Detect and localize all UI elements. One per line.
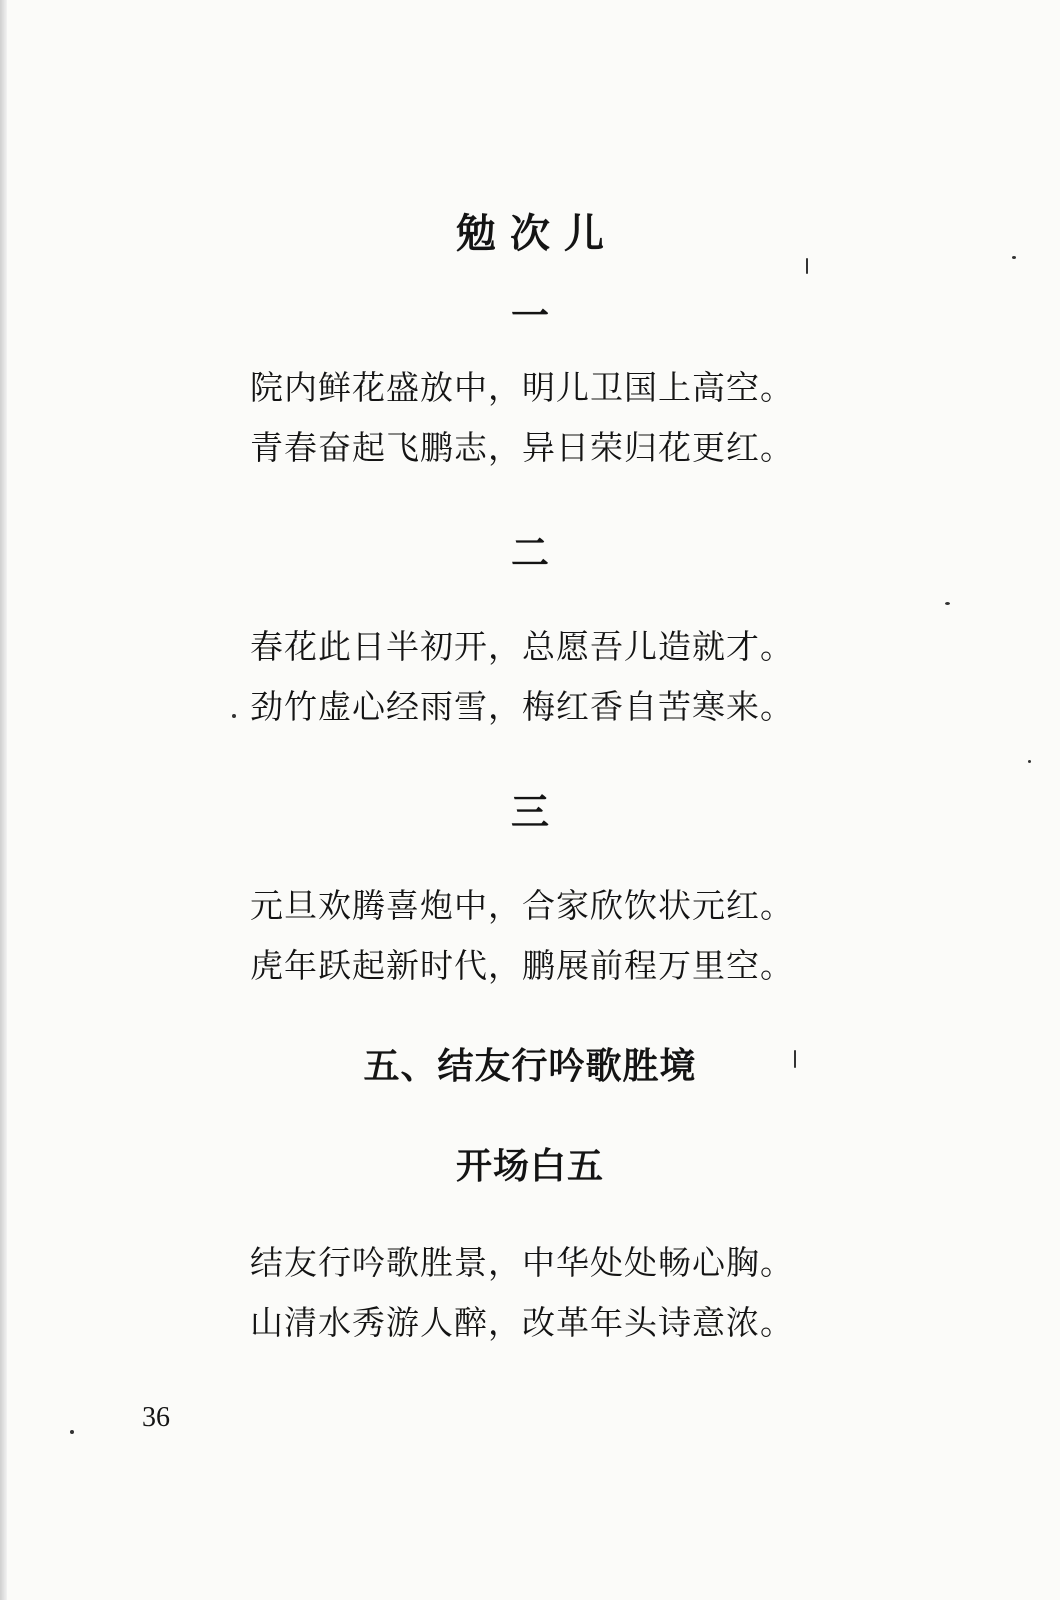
- scan-mark: [794, 1050, 796, 1068]
- scan-mark: [945, 602, 950, 605]
- poem-line: 春花此日半初开，总愿吾儿造就才。: [250, 627, 794, 666]
- poem-line: 山清水秀游人醉，改革年头诗意浓。: [250, 1303, 794, 1342]
- poem-line: 虎年跃起新时代，鹏展前程万里空。: [250, 946, 794, 985]
- section-numeral-3: 三: [510, 790, 549, 834]
- poem-line: 劲竹虚心经雨雪，梅红香自苦寒来。: [250, 687, 794, 726]
- poem-stanza-1: [250, 358, 810, 478]
- poem-stanza-2: [250, 617, 810, 737]
- subheading: 开场白五: [455, 1146, 604, 1187]
- poem-title: 勉次儿: [456, 211, 618, 257]
- scan-mark: [1012, 256, 1016, 259]
- poem-stanza-3: [250, 876, 810, 996]
- poem-line: 院内鲜花盛放中，明儿卫国上高空。: [250, 368, 794, 407]
- scan-mark: [232, 714, 236, 718]
- poem-line: 结友行吟歌胜景，中华处处畅心胸。: [250, 1243, 794, 1282]
- scan-mark: [70, 1430, 74, 1434]
- section-numeral-2: 二: [510, 531, 549, 575]
- page-number: 36: [142, 1402, 170, 1433]
- scan-mark: [1028, 760, 1031, 763]
- chapter-heading: 五、结友行吟歌胜境: [363, 1046, 697, 1087]
- poem-line: 青春奋起飞鹏志，异日荣归花更红。: [250, 428, 794, 467]
- poem-line: 元旦欢腾喜炮中，合家欣饮状元红。: [250, 886, 794, 925]
- poem-stanza-final: [250, 1233, 810, 1353]
- section-numeral-1: 一: [510, 294, 549, 338]
- scan-mark: [806, 258, 808, 274]
